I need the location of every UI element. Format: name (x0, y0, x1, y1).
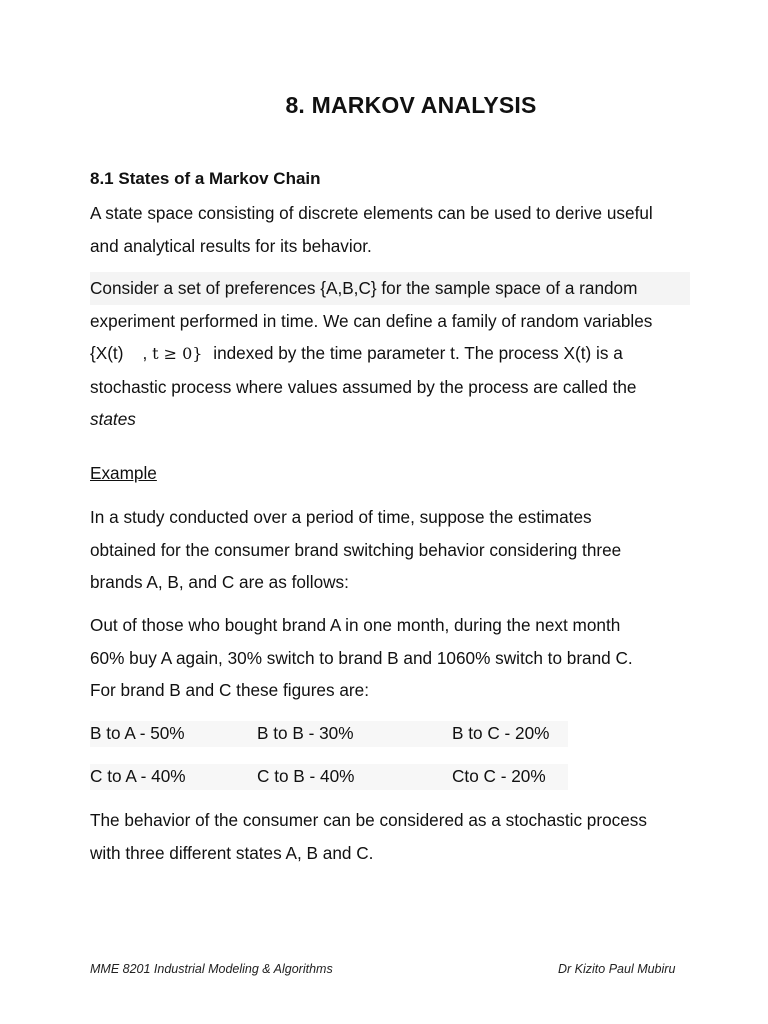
transition-b-to-a: B to A - 50% (90, 723, 185, 743)
time-condition-math: t ≥ 0} (152, 344, 203, 363)
paragraph-line: and analytical results for its behavior. (90, 235, 372, 256)
transition-b-to-c: B to C - 20% (452, 723, 550, 743)
paragraph-brand-a (90, 609, 690, 707)
paragraph-line: experiment performed in time. We can define a family of random variables (90, 310, 653, 331)
transition-row-b (90, 721, 568, 747)
example-label (90, 457, 690, 490)
footer-course: MME 8201 Industrial Modeling & Algorithms (90, 962, 333, 976)
paragraph-line-with-math (90, 337, 690, 371)
paragraph-line: brands A, B, and C are as follows: (90, 572, 349, 592)
page-title: 8. MARKOV ANALYSIS (285, 92, 537, 118)
random-variable-family-text: {X(t) , (90, 343, 148, 363)
footer-author: Dr Kizito Paul Mubiru (558, 962, 676, 976)
states-italic-text: states (90, 409, 136, 429)
example-heading: Example (90, 463, 157, 483)
transition-row-c (90, 764, 568, 790)
transition-c-to-a: C to A - 40% (90, 766, 186, 786)
transition-b-to-b: B to B - 30% (257, 723, 354, 743)
paragraph-line: 60% buy A again, 30% switch to brand B and 1060% switch to brand C. (90, 647, 633, 668)
paragraph-line: The behavior of the consumer can be considered as a stochastic process (90, 810, 647, 830)
paragraph-line: For brand B and C these figures are: (90, 680, 369, 700)
paragraph-state-space (90, 197, 690, 262)
paragraph-preferences (90, 272, 690, 436)
section-heading: 8.1 States of a Markov Chain (90, 169, 321, 188)
paragraph-behavior (90, 804, 690, 869)
paragraph-line: A state space consisting of discrete elements can be used to derive useful (90, 203, 653, 223)
paragraph-line: In a study conducted over a period of time, suppose the estimates (90, 507, 592, 527)
transition-c-to-b: C to B - 40% (257, 766, 355, 786)
paragraph-text: indexed by the time parameter t. The process X(t) is a (213, 343, 623, 363)
paragraph-line: stochastic process where values assumed by the process are called the (90, 376, 637, 397)
paragraph-line: Out of those who bought brand A in one month, during the next month (90, 615, 621, 635)
paragraph-line: Consider a set of preferences {A,B,C} for the sample space of a random (90, 272, 690, 305)
paragraph-line: with three different states A, B and C. (90, 842, 374, 863)
transition-c-to-c: Cto C - 20% (452, 766, 546, 786)
paragraph-line: obtained for the consumer brand switching behavior considering three (90, 539, 622, 560)
paragraph-study (90, 501, 690, 599)
